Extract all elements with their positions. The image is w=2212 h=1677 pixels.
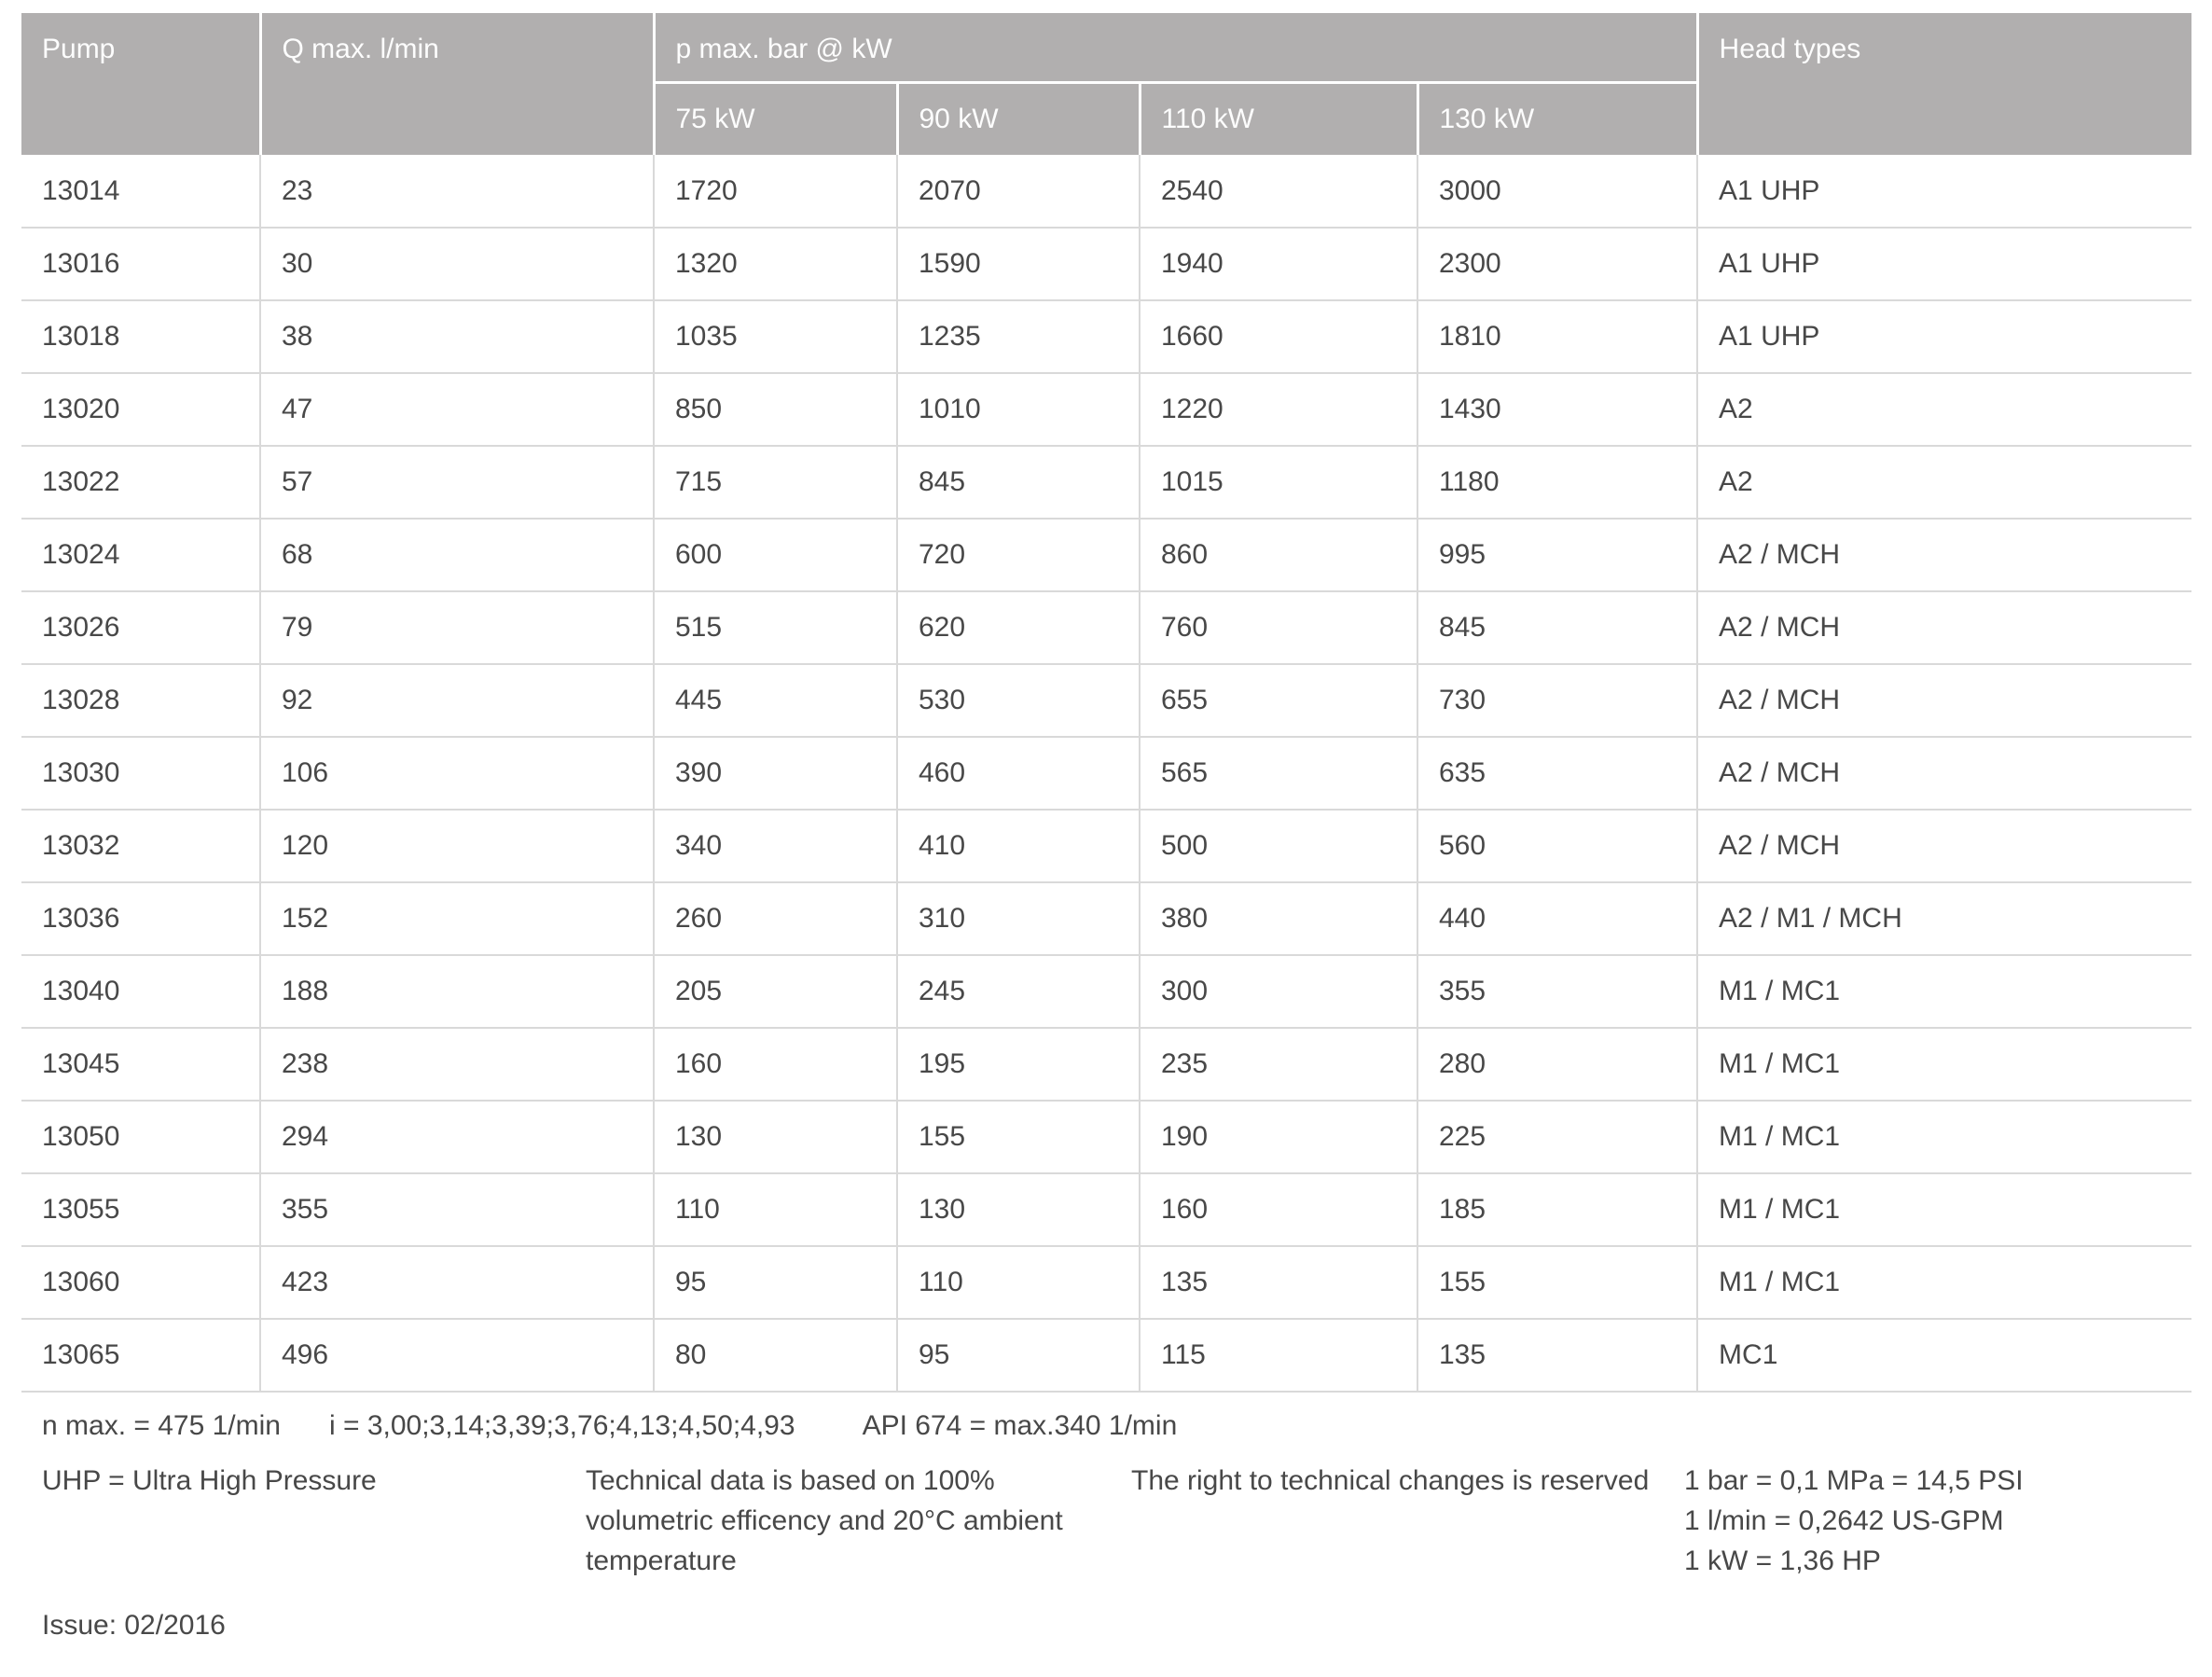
qmax-cell: 30 bbox=[260, 228, 654, 300]
footnote-n-max: n max. = 475 1/min bbox=[42, 1410, 281, 1441]
pump-cell: 13045 bbox=[21, 1028, 260, 1101]
kw-110-cell: 160 bbox=[1140, 1173, 1417, 1246]
kw-90-cell: 310 bbox=[897, 882, 1140, 955]
kw-110-cell: 1220 bbox=[1140, 373, 1417, 446]
table-row bbox=[21, 1028, 2191, 1101]
table-row bbox=[21, 1173, 2191, 1246]
pump-cell: 13065 bbox=[21, 1319, 260, 1392]
kw-110-cell: 300 bbox=[1140, 955, 1417, 1028]
pump-cell: 13055 bbox=[21, 1173, 260, 1246]
head-types-cell: A1 UHP bbox=[1697, 228, 2191, 300]
kw-75-cell: 130 bbox=[654, 1101, 897, 1173]
qmax-cell: 79 bbox=[260, 591, 654, 664]
kw-75-cell: 715 bbox=[654, 446, 897, 519]
kw-130-cell: 2300 bbox=[1417, 228, 1697, 300]
kw-75-cell: 390 bbox=[654, 737, 897, 810]
kw-110-cell: 1660 bbox=[1140, 300, 1417, 373]
kw-130-cell: 1180 bbox=[1417, 446, 1697, 519]
conversion-lmin: 1 l/min = 0,2642 US-GPM bbox=[1684, 1505, 2004, 1536]
kw-75-cell: 445 bbox=[654, 664, 897, 737]
kw-75-cell: 1035 bbox=[654, 300, 897, 373]
kw-130-cell: 995 bbox=[1417, 519, 1697, 591]
pump-cell: 13016 bbox=[21, 228, 260, 300]
head-types-cell: A1 UHP bbox=[1697, 155, 2191, 228]
qmax-cell: 355 bbox=[260, 1173, 654, 1246]
footer-technical-line-1: Technical data is based on 100% bbox=[586, 1465, 995, 1496]
kw-75-cell: 1720 bbox=[654, 155, 897, 228]
kw-90-cell: 195 bbox=[897, 1028, 1140, 1101]
qmax-cell: 38 bbox=[260, 300, 654, 373]
head-types-cell: A2 bbox=[1697, 373, 2191, 446]
pump-cell: 13020 bbox=[21, 373, 260, 446]
column-header-pump: Pump bbox=[21, 13, 260, 155]
table-row bbox=[21, 810, 2191, 882]
kw-110-cell: 565 bbox=[1140, 737, 1417, 810]
head-types-cell: A2 / MCH bbox=[1697, 591, 2191, 664]
table-row bbox=[21, 882, 2191, 955]
qmax-cell: 496 bbox=[260, 1319, 654, 1392]
kw-110-cell: 235 bbox=[1140, 1028, 1417, 1101]
kw-130-cell: 225 bbox=[1417, 1101, 1697, 1173]
table-row bbox=[21, 1246, 2191, 1319]
kw-110-cell: 115 bbox=[1140, 1319, 1417, 1392]
head-types-cell: A2 / MCH bbox=[1697, 519, 2191, 591]
footer-rights-note: The right to technical changes is reserved bbox=[1131, 1465, 1650, 1496]
kw-130-cell: 155 bbox=[1417, 1246, 1697, 1319]
table-row bbox=[21, 373, 2191, 446]
conversion-bar: 1 bar = 0,1 MPa = 14,5 PSI bbox=[1684, 1465, 2024, 1496]
issue-date: Issue: 02/2016 bbox=[42, 1610, 226, 1641]
kw-130-cell: 355 bbox=[1417, 955, 1697, 1028]
footer-uhp-abbreviation: UHP = Ultra High Pressure bbox=[42, 1465, 377, 1496]
footer-technical-line-3: temperature bbox=[586, 1545, 737, 1576]
kw-110-cell: 380 bbox=[1140, 882, 1417, 955]
pump-cell: 13036 bbox=[21, 882, 260, 955]
column-header-130kw: 130 kW bbox=[1417, 82, 1697, 155]
qmax-cell: 106 bbox=[260, 737, 654, 810]
footer-technical-line-2: volumetric efficency and 20°C ambient bbox=[586, 1505, 1063, 1536]
qmax-cell: 238 bbox=[260, 1028, 654, 1101]
qmax-cell: 68 bbox=[260, 519, 654, 591]
kw-90-cell: 720 bbox=[897, 519, 1140, 591]
qmax-cell: 188 bbox=[260, 955, 654, 1028]
kw-110-cell: 500 bbox=[1140, 810, 1417, 882]
head-types-cell: A2 / MCH bbox=[1697, 810, 2191, 882]
table-row bbox=[21, 519, 2191, 591]
column-group-header-pmax: p max. bar @ kW bbox=[654, 13, 1697, 82]
kw-90-cell: 130 bbox=[897, 1173, 1140, 1246]
column-header-qmax: Q max. l/min bbox=[260, 13, 654, 155]
qmax-cell: 23 bbox=[260, 155, 654, 228]
pump-cell: 13040 bbox=[21, 955, 260, 1028]
column-header-110kw: 110 kW bbox=[1140, 82, 1417, 155]
kw-130-cell: 560 bbox=[1417, 810, 1697, 882]
kw-130-cell: 3000 bbox=[1417, 155, 1697, 228]
pump-cell: 13028 bbox=[21, 664, 260, 737]
table-row bbox=[21, 446, 2191, 519]
kw-130-cell: 845 bbox=[1417, 591, 1697, 664]
kw-110-cell: 190 bbox=[1140, 1101, 1417, 1173]
footer-technical-note bbox=[586, 1461, 1108, 1581]
table-row bbox=[21, 1319, 2191, 1392]
qmax-cell: 152 bbox=[260, 882, 654, 955]
kw-75-cell: 80 bbox=[654, 1319, 897, 1392]
pump-cell: 13060 bbox=[21, 1246, 260, 1319]
kw-110-cell: 2540 bbox=[1140, 155, 1417, 228]
pump-cell: 13026 bbox=[21, 591, 260, 664]
table-row bbox=[21, 591, 2191, 664]
pump-cell: 13024 bbox=[21, 519, 260, 591]
kw-130-cell: 280 bbox=[1417, 1028, 1697, 1101]
footnote-i-values: i = 3,00;3,14;3,39;3,76;4,13;4,50;4,93 bbox=[328, 1410, 795, 1441]
head-types-cell: A2 / MCH bbox=[1697, 664, 2191, 737]
kw-90-cell: 845 bbox=[897, 446, 1140, 519]
kw-110-cell: 760 bbox=[1140, 591, 1417, 664]
qmax-cell: 120 bbox=[260, 810, 654, 882]
kw-75-cell: 110 bbox=[654, 1173, 897, 1246]
kw-110-cell: 860 bbox=[1140, 519, 1417, 591]
footnote-api: API 674 = max.340 1/min bbox=[862, 1410, 1178, 1441]
pump-cell: 13050 bbox=[21, 1101, 260, 1173]
conversion-kw: 1 kW = 1,36 HP bbox=[1684, 1545, 1881, 1576]
table-row bbox=[21, 228, 2191, 300]
pump-cell: 13030 bbox=[21, 737, 260, 810]
table-row bbox=[21, 737, 2191, 810]
head-types-cell: A2 / MCH bbox=[1697, 737, 2191, 810]
table-row bbox=[21, 955, 2191, 1028]
table-row bbox=[21, 300, 2191, 373]
pump-spec-table bbox=[21, 13, 2191, 1393]
kw-110-cell: 1940 bbox=[1140, 228, 1417, 300]
kw-90-cell: 620 bbox=[897, 591, 1140, 664]
pump-table-header bbox=[21, 13, 2191, 155]
head-types-cell: A2 bbox=[1697, 446, 2191, 519]
kw-130-cell: 730 bbox=[1417, 664, 1697, 737]
head-types-cell: MC1 bbox=[1697, 1319, 2191, 1392]
kw-75-cell: 260 bbox=[654, 882, 897, 955]
kw-75-cell: 205 bbox=[654, 955, 897, 1028]
kw-75-cell: 600 bbox=[654, 519, 897, 591]
kw-130-cell: 1430 bbox=[1417, 373, 1697, 446]
kw-90-cell: 2070 bbox=[897, 155, 1140, 228]
qmax-cell: 92 bbox=[260, 664, 654, 737]
kw-90-cell: 410 bbox=[897, 810, 1140, 882]
pump-cell: 13014 bbox=[21, 155, 260, 228]
column-header-90kw: 90 kW bbox=[897, 82, 1140, 155]
kw-130-cell: 185 bbox=[1417, 1173, 1697, 1246]
kw-130-cell: 635 bbox=[1417, 737, 1697, 810]
kw-130-cell: 135 bbox=[1417, 1319, 1697, 1392]
kw-90-cell: 530 bbox=[897, 664, 1140, 737]
kw-110-cell: 1015 bbox=[1140, 446, 1417, 519]
column-header-head-types: Head types bbox=[1697, 13, 2191, 155]
kw-130-cell: 440 bbox=[1417, 882, 1697, 955]
pump-cell: 13032 bbox=[21, 810, 260, 882]
head-types-cell: A2 / M1 / MCH bbox=[1697, 882, 2191, 955]
qmax-cell: 423 bbox=[260, 1246, 654, 1319]
table-row bbox=[21, 1101, 2191, 1173]
head-types-cell: M1 / MC1 bbox=[1697, 1028, 2191, 1101]
table-row bbox=[21, 664, 2191, 737]
kw-110-cell: 655 bbox=[1140, 664, 1417, 737]
kw-90-cell: 110 bbox=[897, 1246, 1140, 1319]
kw-130-cell: 1810 bbox=[1417, 300, 1697, 373]
head-types-cell: M1 / MC1 bbox=[1697, 1246, 2191, 1319]
kw-110-cell: 135 bbox=[1140, 1246, 1417, 1319]
column-header-75kw: 75 kW bbox=[654, 82, 897, 155]
head-types-cell: M1 / MC1 bbox=[1697, 1173, 2191, 1246]
kw-75-cell: 515 bbox=[654, 591, 897, 664]
table-row bbox=[21, 155, 2191, 228]
qmax-cell: 57 bbox=[260, 446, 654, 519]
kw-90-cell: 1010 bbox=[897, 373, 1140, 446]
head-types-cell: M1 / MC1 bbox=[1697, 1101, 2191, 1173]
kw-75-cell: 95 bbox=[654, 1246, 897, 1319]
qmax-cell: 294 bbox=[260, 1101, 654, 1173]
pump-cell: 13018 bbox=[21, 300, 260, 373]
kw-90-cell: 1235 bbox=[897, 300, 1140, 373]
kw-90-cell: 155 bbox=[897, 1101, 1140, 1173]
kw-75-cell: 1320 bbox=[654, 228, 897, 300]
head-types-cell: M1 / MC1 bbox=[1697, 955, 2191, 1028]
kw-90-cell: 1590 bbox=[897, 228, 1140, 300]
pump-cell: 13022 bbox=[21, 446, 260, 519]
footer-unit-conversions bbox=[1684, 1461, 2024, 1581]
kw-90-cell: 460 bbox=[897, 737, 1140, 810]
head-types-cell: A1 UHP bbox=[1697, 300, 2191, 373]
kw-90-cell: 95 bbox=[897, 1319, 1140, 1392]
footer-notes bbox=[0, 1461, 2212, 1586]
kw-75-cell: 160 bbox=[654, 1028, 897, 1101]
qmax-cell: 47 bbox=[260, 373, 654, 446]
kw-75-cell: 850 bbox=[654, 373, 897, 446]
pump-table-body bbox=[21, 155, 2191, 1392]
kw-75-cell: 340 bbox=[654, 810, 897, 882]
kw-90-cell: 245 bbox=[897, 955, 1140, 1028]
footnote-line bbox=[42, 1406, 2212, 1446]
